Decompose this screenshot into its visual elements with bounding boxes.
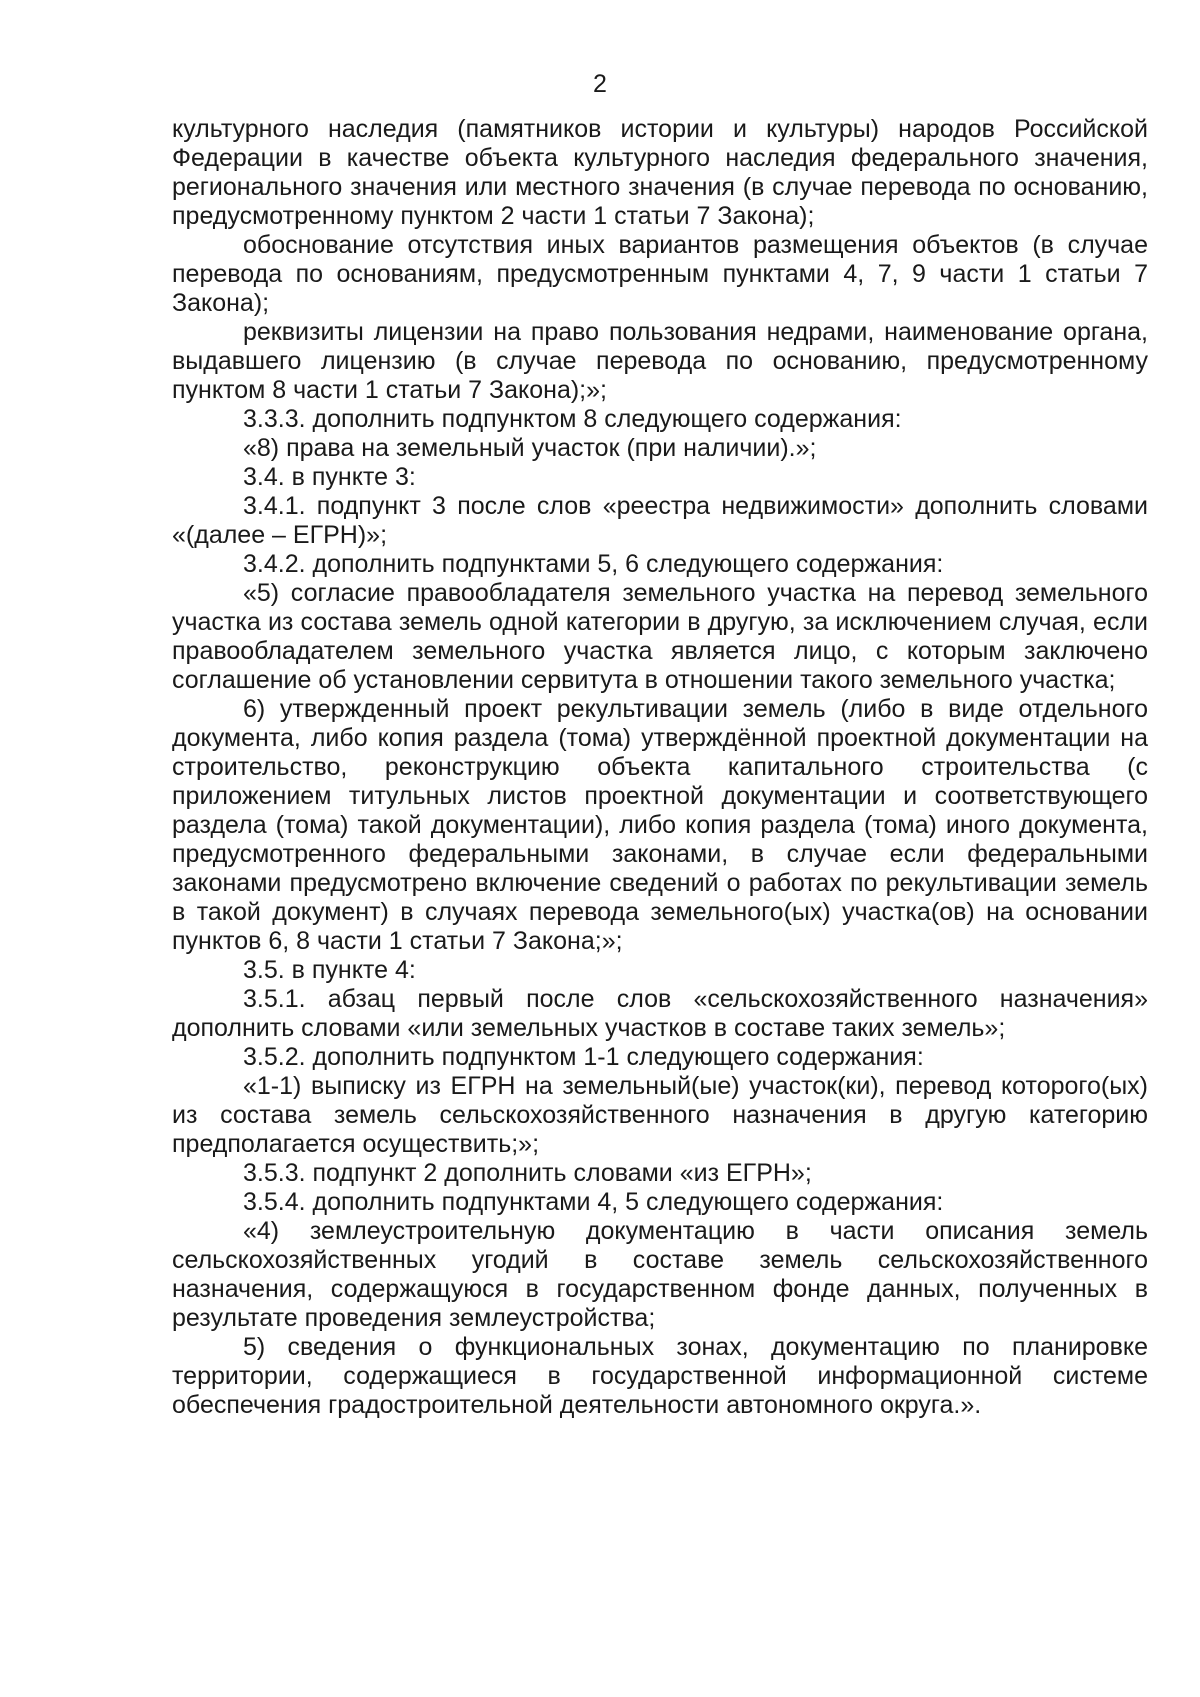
paragraph: 3.4. в пункте 3: — [243, 463, 416, 491]
paragraph: культурного наследия (памятников истории и культуры) народов Российской Федерации в качестве объекта культурного наследия федерального значения, регионального значения или местного значения (в случае перевода по основанию, предусмотренному пунктом 2 части 1 статьи 7 Закона); — [172, 115, 1148, 230]
paragraph: 3.5.2. дополнить подпунктом 1-1 следующего содержания: — [243, 1043, 924, 1071]
paragraph: 6) утвержденный проект рекультивации земель (либо в виде отдельного документа, либо копия раздела (тома) утверждённой проектной документации на строительство, реконструкцию объекта капитального строительства (с приложением титульных листов проектной документации и соответствующего раздела (тома) такой документации), либо копия раздела (тома) иного документа, предусмотренного федеральными законами, в случае если федеральными законами предусмотрено включение сведений о работах по рекультивации земель в такой документ) в случаях перевода земельного(ых) участка(ов) на основании пунктов 6, 8 части 1 статьи 7 Закона;»; — [172, 695, 1148, 955]
page-number: 2 — [593, 70, 607, 98]
paragraph: 3.4.2. дополнить подпунктами 5, 6 следующего содержания: — [243, 550, 944, 578]
paragraph: обоснование отсутствия иных вариантов размещения объектов (в случае перевода по основаниям, предусмотренным пунктами 4, 7, 9 части 1 статьи 7 Закона); — [172, 231, 1148, 317]
paragraph: 3.5. в пункте 4: — [243, 956, 416, 984]
paragraph: 5) сведения о функциональных зонах, документацию по планировке территории, содержащиеся в государственной информационной системе обеспечения градостроительной деятельности автономного округа.». — [172, 1333, 1148, 1419]
paragraph: 3.5.1. абзац первый после слов «сельскохозяйственного назначения» дополнить словами «или земельных участков в составе таких земель»; — [172, 985, 1148, 1042]
paragraph: «1-1) выписку из ЕГРН на земельный(ые) участок(ки), перевод которого(ых) из состава земель сельскохозяйственного назначения в другую категорию предполагается осуществить;»; — [172, 1072, 1148, 1158]
paragraph: 3.5.4. дополнить подпунктами 4, 5 следующего содержания: — [243, 1188, 944, 1216]
paragraph: 3.3.3. дополнить подпунктом 8 следующего содержания: — [243, 405, 902, 433]
paragraph: реквизиты лицензии на право пользования недрами, наименование органа, выдавшего лицензию (в случае перевода по основанию, предусмотренному пунктом 8 части 1 статьи 7 Закона);»; — [172, 318, 1148, 404]
paragraph: «5) согласие правообладателя земельного участка на перевод земельного участка из состава земель одной категории в другую, за исключением случая, если правообладателем земельного участка является лицо, с которым заключено соглашение об установлении сервитута в отношении такого земельного участка; — [172, 579, 1148, 694]
document-body — [172, 115, 1148, 1420]
paragraph: «4) землеустроительную документацию в части описания земель сельскохозяйственных угодий в составе земель сельскохозяйственного назначения, содержащуюся в государственном фонде данных, полученных в результате проведения землеустройства; — [172, 1217, 1148, 1332]
paragraph: 3.5.3. подпункт 2 дополнить словами «из ЕГРН»; — [243, 1159, 812, 1187]
paragraph: «8) права на земельный участок (при наличии).»; — [243, 434, 817, 462]
paragraph: 3.4.1. подпункт 3 после слов «реестра недвижимости» дополнить словами «(далее – ЕГРН)»; — [172, 492, 1148, 549]
